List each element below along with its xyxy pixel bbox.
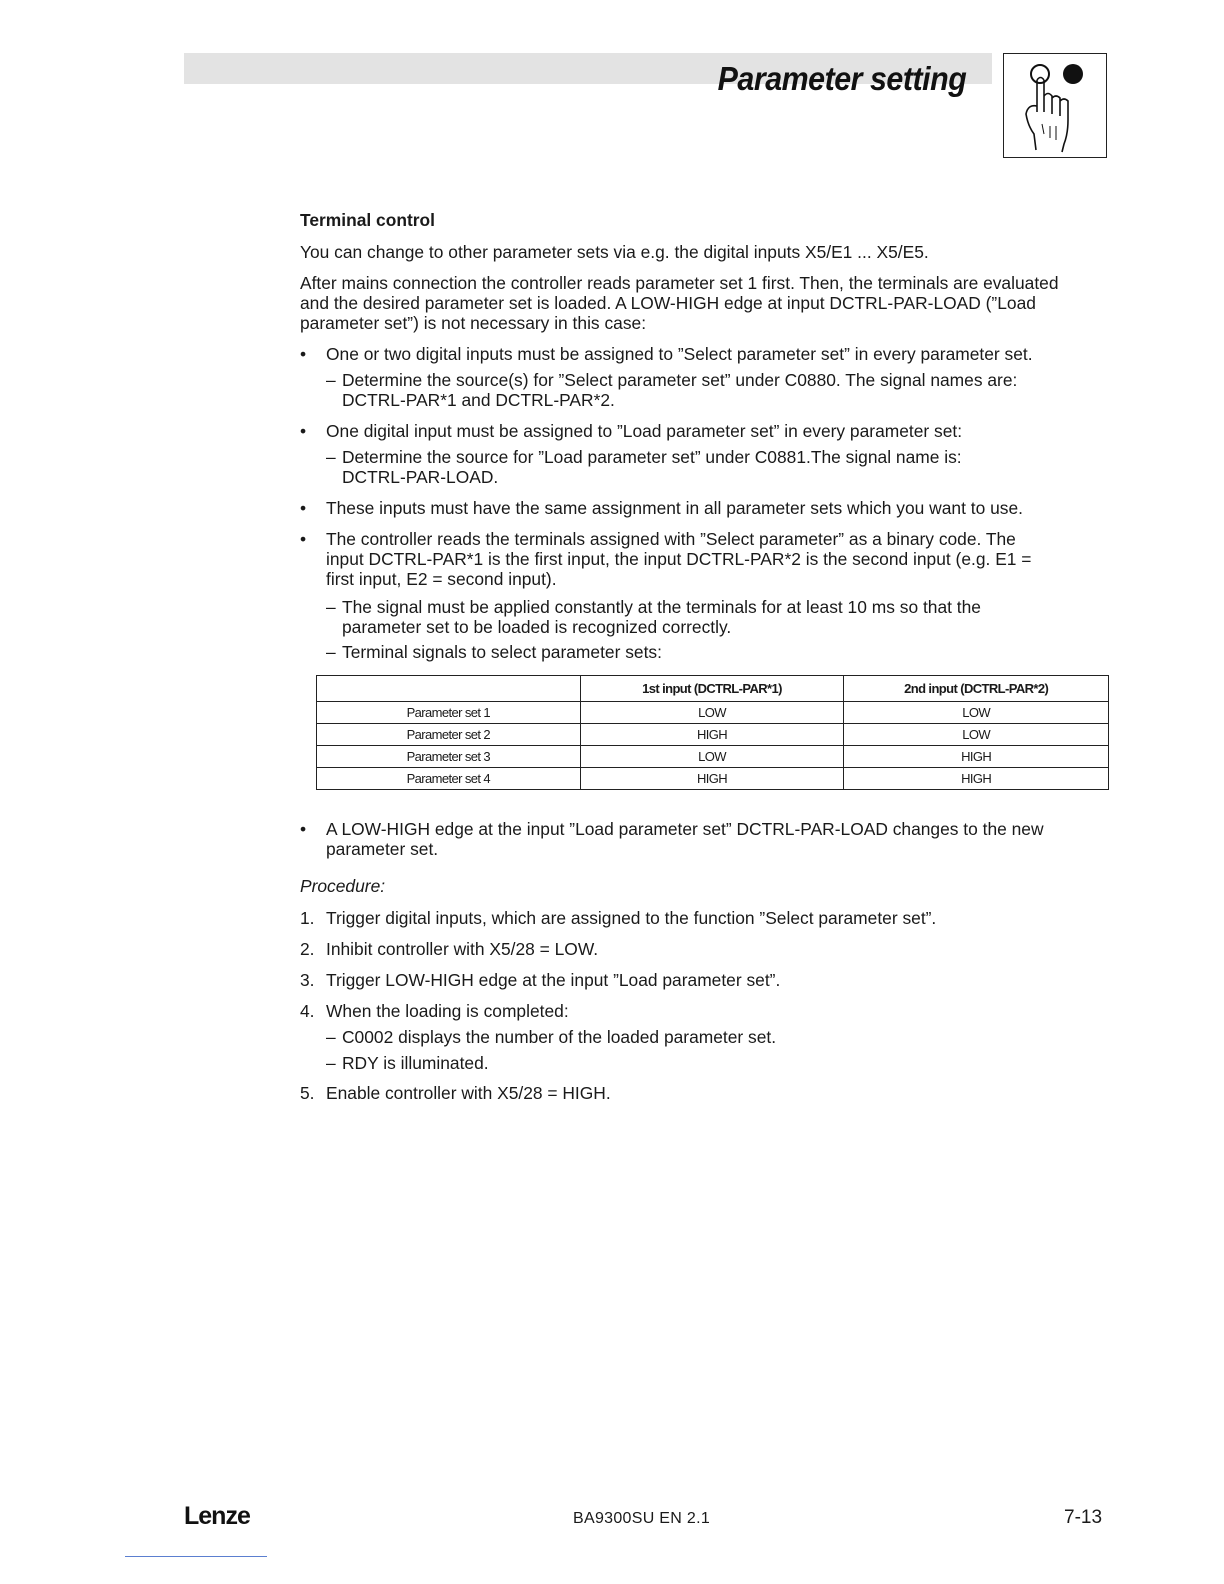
step-number: 4. [300,1001,315,1021]
bullet-text: One or two digital inputs must be assigned to ”Select parameter set” in every parameter set. [326,344,1033,364]
dash-marker: – [326,447,336,467]
sub-item-text: Determine the source for ”Load parameter set” under C0881.The signal name is: DCTRL-PAR-LOAD. [342,447,962,487]
table-header-row [317,676,1109,702]
step-text: Enable controller with X5/28 = HIGH. [326,1083,611,1103]
bullet-marker: • [300,344,307,364]
lenze-logo: Lenze [184,1502,250,1530]
table-cell: LOW [580,702,844,724]
sub-item-text: Determine the source(s) for ”Select parameter set” under C0880. The signal names are: DCTRL-PAR*1 and DCTRL-PAR*2. [342,370,1018,410]
dash-marker: – [326,370,336,390]
table-row [317,724,1109,746]
bullet-text: These inputs must have the same assignment in all parameter sets which you want to use. [326,498,1023,518]
hand-pressing-button-icon [1004,54,1108,159]
table-cell: LOW [580,746,844,768]
table-row [317,746,1109,768]
intro-paragraph: You can change to other parameter sets via e.g. the digital inputs X5/E1 ... X5/E5. [300,242,929,262]
page-number: 7-13 [1064,1507,1103,1528]
document-id: BA9300SU EN 2.1 [573,1510,711,1527]
step-text: Inhibit controller with X5/28 = LOW. [326,939,599,959]
bullet-text: A LOW-HIGH edge at the input ”Load parameter set” DCTRL-PAR-LOAD changes to the new parameter set. [326,819,1044,859]
dash-marker: – [326,642,336,662]
paragraph-line: parameter set”) is not necessary in this case: [300,313,647,333]
step-text: When the loading is completed: [326,1001,569,1021]
table-header-cell: 2nd input (DCTRL-PAR*2) [844,676,1109,702]
header-icon-frame [1003,53,1107,158]
table-row [317,702,1109,724]
sub-item-text: Terminal signals to select parameter sets: [342,642,662,662]
step-number: 5. [300,1083,315,1103]
table-cell: Parameter set 2 [317,724,581,746]
step-number: 2. [300,939,315,959]
paragraph-line: and the desired parameter set is loaded. A LOW-HIGH edge at input DCTRL-PAR-LOAD (”Load [300,293,1036,313]
section-heading: Terminal control [300,210,435,230]
table-row [317,768,1109,790]
table-cell: LOW [844,724,1109,746]
table-cell: Parameter set 4 [317,768,581,790]
bullet-text: One digital input must be assigned to ”Load parameter set” in every parameter set: [326,421,963,441]
step-number: 3. [300,970,315,990]
parameter-set-table [316,675,1109,790]
table-cell: LOW [844,702,1109,724]
table-header-cell: 1st input (DCTRL-PAR*1) [580,676,844,702]
bullet-marker: • [300,819,307,839]
bullet-marker: • [300,529,307,549]
step-number: 1. [300,908,315,928]
sub-item-text: C0002 displays the number of the loaded parameter set. [342,1027,777,1047]
paragraph-line: After mains connection the controller reads parameter set 1 first. Then, the terminals are evaluated [300,273,1059,293]
sub-item-text: The signal must be applied constantly at the terminals for at least 10 ms so that the parameter set to be loaded is recognized correctly. [342,597,981,637]
table-cell: HIGH [844,768,1109,790]
table-cell: HIGH [844,746,1109,768]
table-cell: Parameter set 3 [317,746,581,768]
step-text: Trigger digital inputs, which are assigned to the function ”Select parameter set”. [326,908,937,928]
dash-marker: – [326,1027,336,1047]
step-text: Trigger LOW-HIGH edge at the input ”Load parameter set”. [326,970,781,990]
page-title: Parameter setting [717,60,966,97]
bullet-text: The controller reads the terminals assigned with ”Select parameter” as a binary code. The input DCTRL-PAR*1 is the first input, the input DCTRL-PAR*2 is the second input (e.g. E1 = first input, E2 = second input). [326,529,1032,589]
table-cell: Parameter set 1 [317,702,581,724]
table-cell: HIGH [580,768,844,790]
footer-rule [125,1556,267,1557]
table-cell: HIGH [580,724,844,746]
dash-marker: – [326,1053,336,1073]
bullet-marker: • [300,421,307,441]
dash-marker: – [326,597,336,617]
bullet-marker: • [300,498,307,518]
procedure-label: Procedure: [300,876,386,896]
table-header-cell [317,676,581,702]
sub-item-text: RDY is illuminated. [342,1053,489,1073]
